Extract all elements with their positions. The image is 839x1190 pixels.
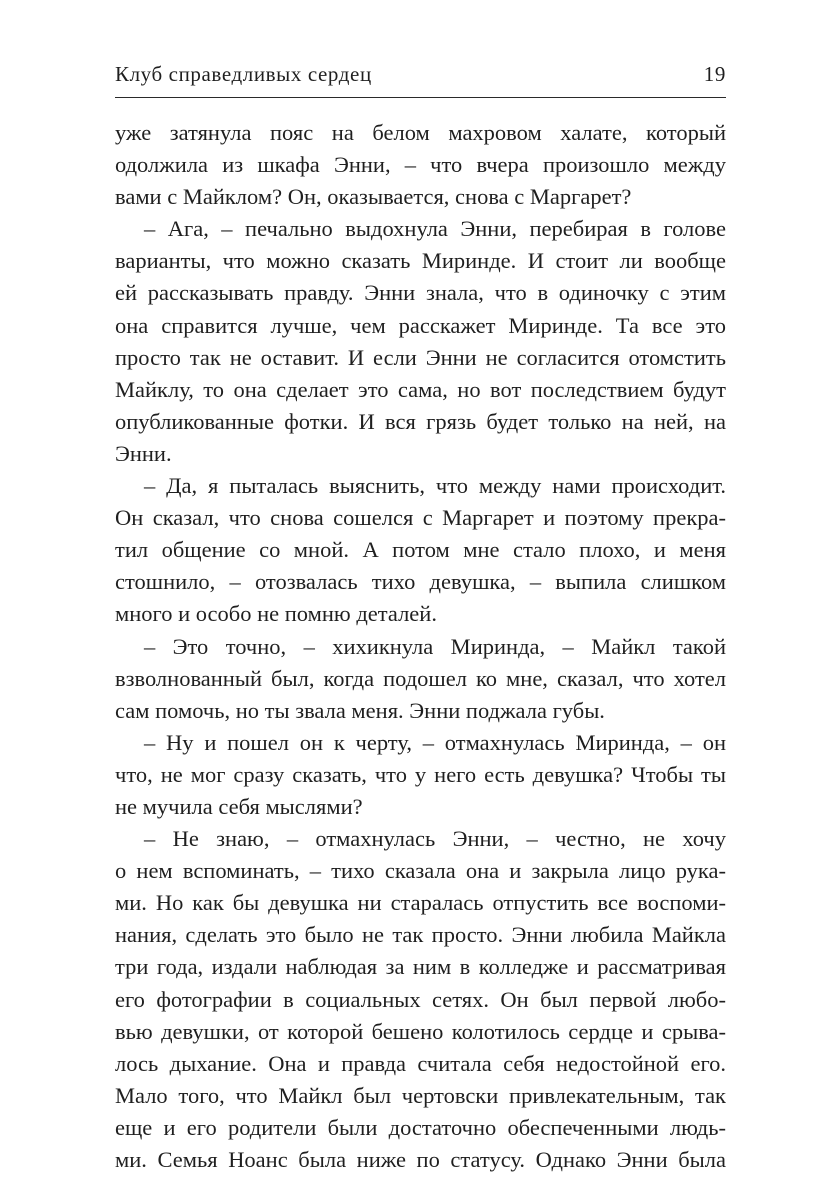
- text-line: стошнило, – отозвалась тихо девушка, – выпила слишком: [115, 569, 726, 595]
- text-line: вами с Майклом? Он, оказывается, снова с Маргарет?: [115, 184, 632, 210]
- text-line: ми. Но как бы девушка ни старалась отпустить все воспоми-: [115, 890, 726, 916]
- text-line: не мучила себя мыслями?: [115, 793, 363, 819]
- book-title: Клуб справедливых сердец: [115, 62, 372, 86]
- text-line: нания, сделать это было не так просто. Энни любила Майкла: [115, 922, 726, 948]
- text-line: три года, издали наблюдая за ним в колледже и рассматривая: [115, 954, 726, 980]
- text-line: вью девушки, от которой бешено колотилось сердце и срыва-: [115, 1018, 726, 1044]
- text-line: варианты, что можно сказать Миринде. И стоит ли вообще: [115, 248, 726, 274]
- text-line: Энни.: [115, 440, 172, 466]
- page-number: 19: [703, 62, 726, 86]
- text-line: – Ага, – печально выдохнула Энни, перебирая в голове: [144, 216, 726, 242]
- text-line: тил общение со мной. А потом мне стало плохо, и меня: [115, 537, 726, 563]
- text-line: взволнованный был, когда подошел ко мне, сказал, что хотел: [115, 665, 726, 691]
- text-line: – Не знаю, – отмахнулась Энни, – честно, не хочу: [144, 826, 726, 852]
- text-line: она справится лучше, чем расскажет Миринде. Та все это: [115, 312, 726, 338]
- text-line: – Ну и пошел он к черту, – отмахнулась Миринда, – он: [144, 729, 726, 755]
- text-line: много и особо не помню деталей.: [115, 601, 437, 627]
- text-line: его фотографии в социальных сетях. Он был первой любо-: [115, 986, 726, 1012]
- text-line: ми. Семья Ноанс была ниже по статусу. Однако Энни была: [115, 1147, 726, 1172]
- body-text: [115, 117, 726, 1176]
- text-line: сам помочь, но ты звала меня. Энни поджала губы.: [115, 697, 605, 723]
- running-head: [115, 62, 726, 98]
- text-line: просто так не оставит. И если Энни не согласится отомстить: [115, 344, 726, 370]
- text-line: Майклу, то она сделает это сама, но вот последствием будут: [115, 376, 726, 402]
- text-line: опубликованные фотки. И вся грязь будет только на ней, на: [115, 408, 726, 434]
- text-line: одолжила из шкафа Энни, – что вчера произошло между: [115, 152, 726, 178]
- text-line: что, не мог сразу сказать, что у него есть девушка? Чтобы ты: [115, 761, 726, 787]
- text-line: – Да, я пыталась выяснить, что между нами происходит.: [144, 473, 726, 499]
- text-line: ей рассказывать правду. Энни знала, что в одиночку с этим: [115, 280, 726, 306]
- text-line: Мало того, что Майкл был чертовски привлекательным, так: [115, 1082, 726, 1108]
- text-line: о нем вспоминать, – тихо сказала она и закрыла лицо рука-: [115, 858, 726, 884]
- text-line: еще и его родители были достаточно обеспеченными людь-: [115, 1114, 726, 1140]
- text-line: Он сказал, что снова сошелся с Маргарет и поэтому прекра-: [115, 505, 726, 531]
- text-line: лось дыхание. Она и правда считала себя недостойной его.: [115, 1050, 726, 1076]
- book-page: [115, 62, 726, 1176]
- text-line: уже затянула пояс на белом махровом халате, который: [115, 120, 726, 145]
- text-line: – Это точно, – хихикнула Миринда, – Майкл такой: [144, 633, 726, 659]
